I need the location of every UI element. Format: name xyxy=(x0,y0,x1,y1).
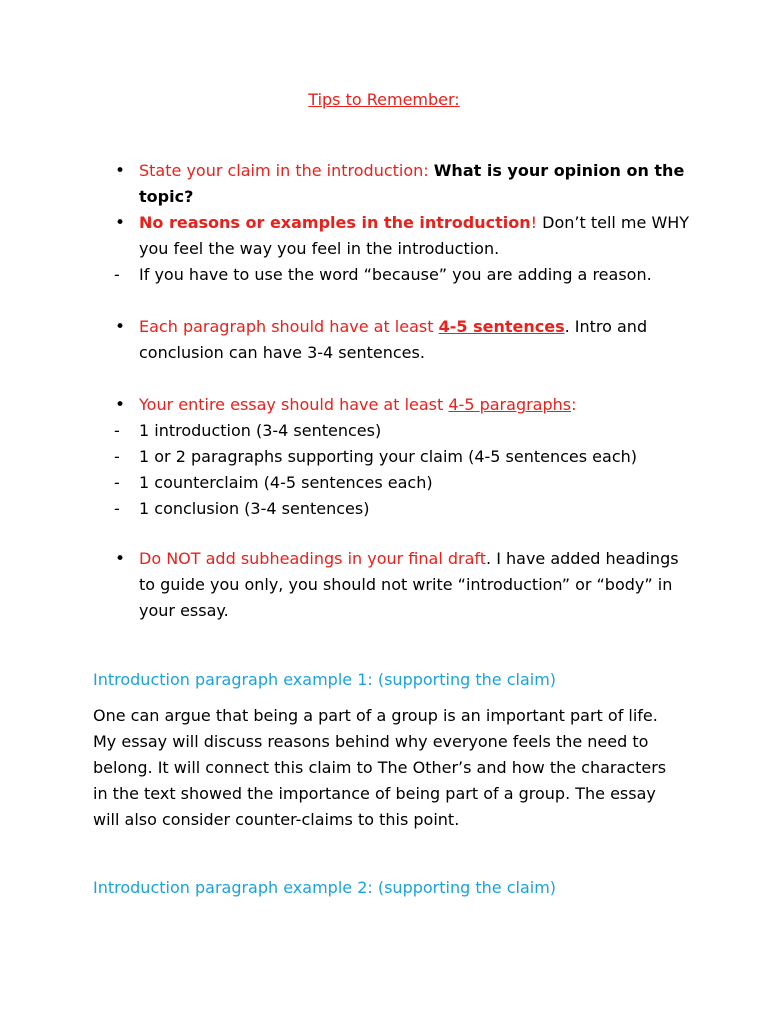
dash-marker: - xyxy=(114,265,120,284)
tip-text: Each paragraph should have at least xyxy=(139,317,439,336)
bullet-icon: • xyxy=(115,161,126,181)
tip-text: Don’t tell me WHY you feel the way you feel in the introduction. xyxy=(139,213,690,258)
bullet-icon: • xyxy=(115,317,126,337)
dash-marker: - xyxy=(114,473,120,492)
tip-text: . Intro and conclusion can have 3-4 sentences. xyxy=(139,317,648,362)
tip-emphasis: 4-5 paragraphs xyxy=(448,395,572,414)
tip-text: Do NOT add subheadings in your final draft xyxy=(139,549,487,568)
tips-section-claim xyxy=(93,158,693,288)
tip-text: If you have to use the word “because” you are adding a reason. xyxy=(139,265,652,284)
tip-emphasis: No reasons or examples in the introduction xyxy=(139,213,531,232)
example-1-paragraph: One can argue that being a part of a group is an important part of life. My essay will discuss reasons behind why everyone feels the need to belong. It will connect this claim to The Other’s and how the characters in the text showed the importance of being part of a group. The essay will also consider counter-claims to this point. xyxy=(93,706,667,829)
tip-emphasis: What is your opinion on the topic? xyxy=(139,161,685,206)
tip-text: : xyxy=(571,395,577,414)
list-item xyxy=(93,314,693,366)
bullet-icon: • xyxy=(115,549,126,569)
dash-marker: - xyxy=(114,447,120,466)
list-item xyxy=(93,392,693,418)
tips-section-essay-length xyxy=(93,392,693,522)
tips-section-paragraph-length xyxy=(93,314,693,366)
example-2-heading: Introduction paragraph example 2: (supporting the claim) xyxy=(93,878,557,897)
list-item xyxy=(93,262,693,288)
bullet-icon: • xyxy=(115,213,126,233)
list-item xyxy=(93,470,693,496)
tip-text: ! xyxy=(530,213,538,232)
tip-emphasis: 4-5 sentences xyxy=(438,317,565,336)
example-1-heading: Introduction paragraph example 1: (supporting the claim) xyxy=(93,670,557,689)
list-item xyxy=(93,496,693,522)
dash-marker: - xyxy=(114,421,120,440)
tip-text: State your claim in the introduction: xyxy=(139,161,434,180)
tip-text: 1 introduction (3-4 sentences) xyxy=(139,421,382,440)
dash-marker: - xyxy=(114,499,120,518)
list-item xyxy=(93,158,693,210)
list-item xyxy=(93,418,693,444)
tip-text: 1 counterclaim (4-5 sentences each) xyxy=(139,473,433,492)
list-item xyxy=(93,444,693,470)
tip-text: 1 conclusion (3-4 sentences) xyxy=(139,499,370,518)
bullet-icon: • xyxy=(115,395,126,415)
tips-section-subheadings xyxy=(93,546,693,624)
page-title: Tips to Remember: xyxy=(308,90,460,109)
tip-text: . I have added headings to guide you only, you should not write “introduction” or “body” in your essay. xyxy=(139,549,679,620)
list-item xyxy=(93,210,693,262)
tip-text: Your entire essay should have at least xyxy=(139,395,449,414)
tip-text: 1 or 2 paragraphs supporting your claim (4-5 sentences each) xyxy=(139,447,637,466)
list-item xyxy=(93,546,693,624)
